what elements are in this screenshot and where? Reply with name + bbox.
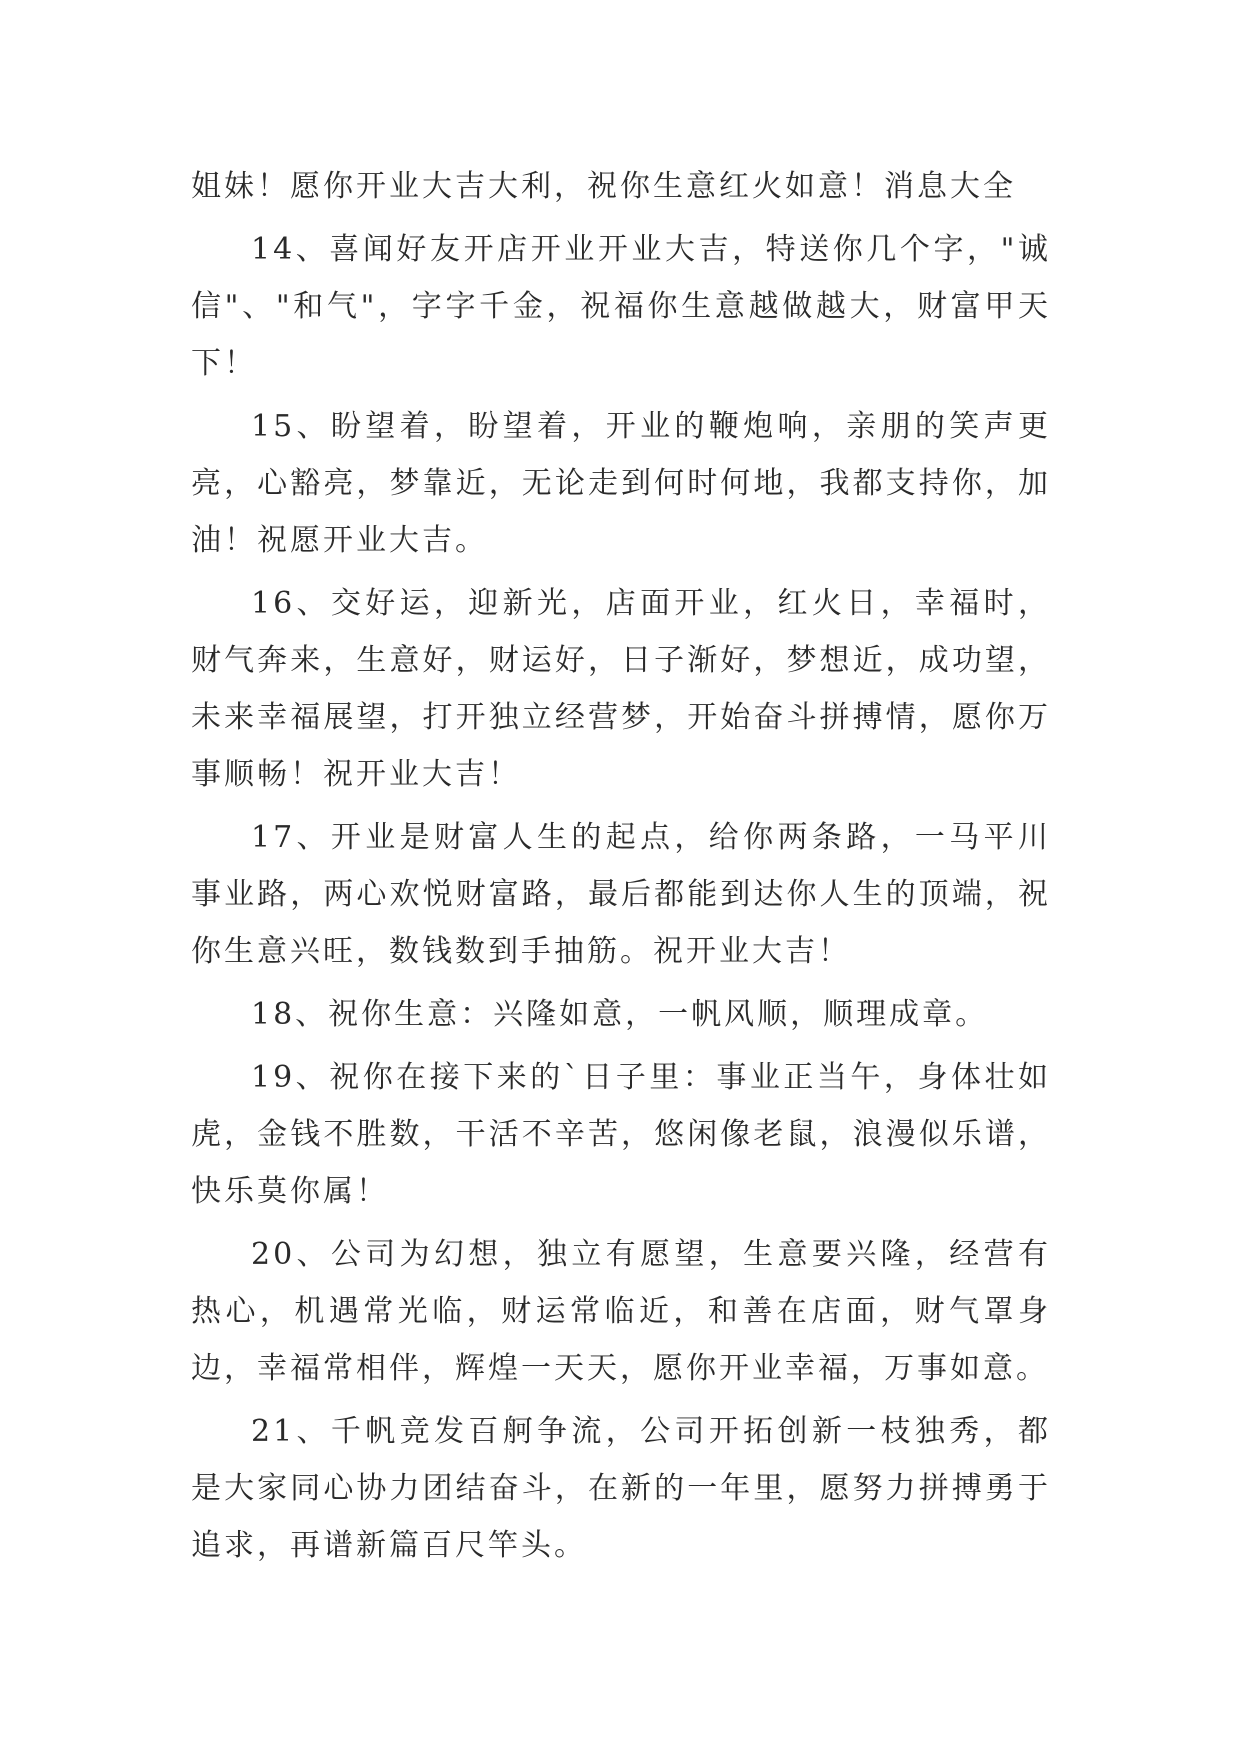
paragraph-item-17: 17、开业是财富人生的起点，给你两条路，一马平川事业路，两心欢悦财富路，最后都能到达你人生的顶端，祝你生意兴旺，数钱数到手抽筋。祝开业大吉！ (191, 820, 1051, 969)
paragraph-item-18: 18、祝你生意：兴隆如意，一帆风顺，顺理成章。 (251, 997, 989, 1032)
document-body (191, 158, 1051, 1580)
paragraph-item-19: 19、祝你在接下来的`日子里：事业正当午，身体壮如虎，金钱不胜数，干活不辛苦，悠闲像老鼠，浪漫似乐谱，快乐莫你属！ (191, 1060, 1051, 1209)
paragraph-continuation: 姐妹！愿你开业大吉大利，祝你生意红火如意！消息大全 (191, 169, 1016, 204)
paragraph-item-20: 20、公司为幻想，独立有愿望，生意要兴隆，经营有热心，机遇常光临，财运常临近，和善在店面，财气罩身边，幸福常相伴，辉煌一天天，愿你开业幸福，万事如意。 (191, 1237, 1051, 1386)
paragraph-item-16: 16、交好运，迎新光，店面开业，红火日，幸福时，财气奔来，生意好，财运好，日子渐好，梦想近，成功望，未来幸福展望，打开独立经营梦，开始奋斗拼搏情，愿你万事顺畅！祝开业大吉！ (191, 586, 1051, 792)
paragraph-item-14: 14、喜闻好友开店开业开业大吉，特送你几个字，"诚信"、"和气"，字字千金，祝福你生意越做越大，财富甲天下！ (191, 232, 1051, 381)
paragraph-item-21: 21、千帆竞发百舸争流，公司开拓创新一枝独秀，都是大家同心协力团结奋斗，在新的一年里，愿努力拼搏勇于追求，再谱新篇百尺竿头。 (191, 1414, 1051, 1563)
paragraph-item-15: 15、盼望着，盼望着，开业的鞭炮响，亲朋的笑声更亮，心豁亮，梦靠近，无论走到何时何地，我都支持你，加油！祝愿开业大吉。 (191, 409, 1051, 558)
